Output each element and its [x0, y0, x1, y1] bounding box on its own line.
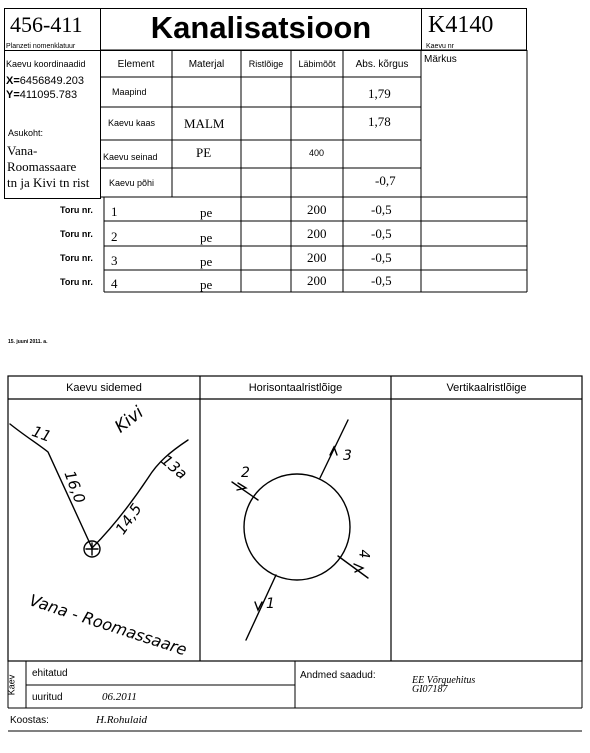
pipe-material: pe	[200, 254, 213, 269]
distance-label-a: 16,0	[60, 468, 89, 506]
pipe-number: 4	[111, 276, 118, 291]
material-value: PE	[196, 145, 212, 160]
measured-value: 06.2011	[102, 691, 137, 703]
pipe-diameter: 200	[307, 273, 327, 288]
pipe-label-3: 3	[343, 448, 352, 464]
page-title: Kanalisatsioon	[150, 10, 372, 45]
address-line-1: Vana-	[7, 143, 38, 158]
pipe-label: Toru nr.	[60, 205, 93, 215]
pipe-number: 1	[111, 204, 118, 219]
coord-x-label: X=	[6, 75, 20, 87]
distance-label-b: 14,5	[111, 500, 146, 538]
street-label-vana-roomassaare: Vana - Roomassaare	[27, 590, 190, 660]
source-label: Andmed saadud:	[300, 670, 376, 681]
material-value: MALM	[184, 116, 225, 131]
coord-y-value: 411095.783	[19, 89, 78, 101]
element-label: Kaevu seinad	[103, 152, 158, 162]
pipe-label-4: 4	[355, 549, 372, 559]
compiled-value: H.Rohulaid	[96, 714, 148, 726]
footer-side-label: Kaev	[6, 674, 17, 696]
element-label: Maapind	[112, 87, 147, 97]
coords-label: Kaevu koordinaadid	[6, 59, 86, 69]
pipe-diameter: 200	[307, 202, 327, 217]
section-title-horizontal: Horisontaalristlõige	[248, 382, 343, 394]
col-header-element: Element	[117, 59, 155, 70]
element-label: Kaevu põhi	[109, 178, 155, 188]
diameter-value: 400	[309, 148, 325, 158]
point-label-a: 11	[29, 422, 54, 446]
remarks-label: Märkus	[424, 54, 457, 65]
col-header-diameter: Läbimõõt	[298, 59, 336, 69]
pipe-number: 3	[111, 253, 118, 268]
section-title-connections: Kaevu sidemed	[66, 382, 142, 394]
pipe-height: -0,5	[371, 202, 392, 217]
pipe-label-2: 2	[241, 465, 250, 481]
col-header-cross: Ristlõige	[248, 59, 284, 69]
pipe-height: -0,5	[371, 273, 392, 288]
pipe-diameter: 200	[307, 250, 327, 265]
pipe-diameter: 200	[307, 226, 327, 241]
compiled-label: Koostas:	[10, 715, 49, 726]
height-value: 1,78	[368, 114, 391, 129]
nomenclature-label: Planzeti nomenklatuur	[6, 43, 76, 50]
pipe-label-1: 1	[266, 596, 275, 612]
pipe-number: 2	[111, 229, 118, 244]
pipe-height: -0,5	[371, 250, 392, 265]
pipe-material: pe	[200, 277, 213, 292]
address-label: Asukoht:	[8, 128, 44, 138]
pipe-material: pe	[200, 230, 213, 245]
pipe-height: -0,5	[371, 226, 392, 241]
point-label-b: 13a	[157, 451, 191, 483]
col-header-height: Abs. kõrgus	[355, 59, 409, 70]
height-value: 1,79	[368, 86, 391, 101]
pipe-label: Toru nr.	[60, 277, 93, 287]
source-value-2: GI07187	[412, 684, 448, 695]
pipe-material: pe	[200, 205, 213, 220]
address-line-3: tn ja Kivi tn rist	[7, 175, 90, 190]
date-note: 15. juuni 2011. a.	[8, 339, 48, 345]
pipe-label: Toru nr.	[60, 253, 93, 263]
address-line-2: Roomassaare	[7, 159, 77, 174]
well-id-label: Kaevu nr	[426, 43, 455, 50]
built-label: ehitatud	[32, 668, 68, 679]
col-header-material: Materjal	[188, 59, 225, 70]
street-label-kivi: Kivi	[111, 402, 148, 438]
pipe-label: Toru nr.	[60, 229, 93, 239]
section-title-vertical: Vertikaalristlõige	[446, 382, 527, 394]
nomenclature-number: 456-411	[10, 12, 83, 37]
height-value: -0,7	[375, 173, 396, 188]
source-value-1: EE Võrguehitus	[412, 675, 476, 686]
measured-label: uuritud	[32, 692, 63, 703]
element-label: Kaevu kaas	[108, 118, 156, 128]
coord-x-value: 6456849.203	[19, 75, 84, 87]
coord-y-label: Y=	[6, 89, 20, 101]
well-id: K4140	[428, 12, 494, 38]
